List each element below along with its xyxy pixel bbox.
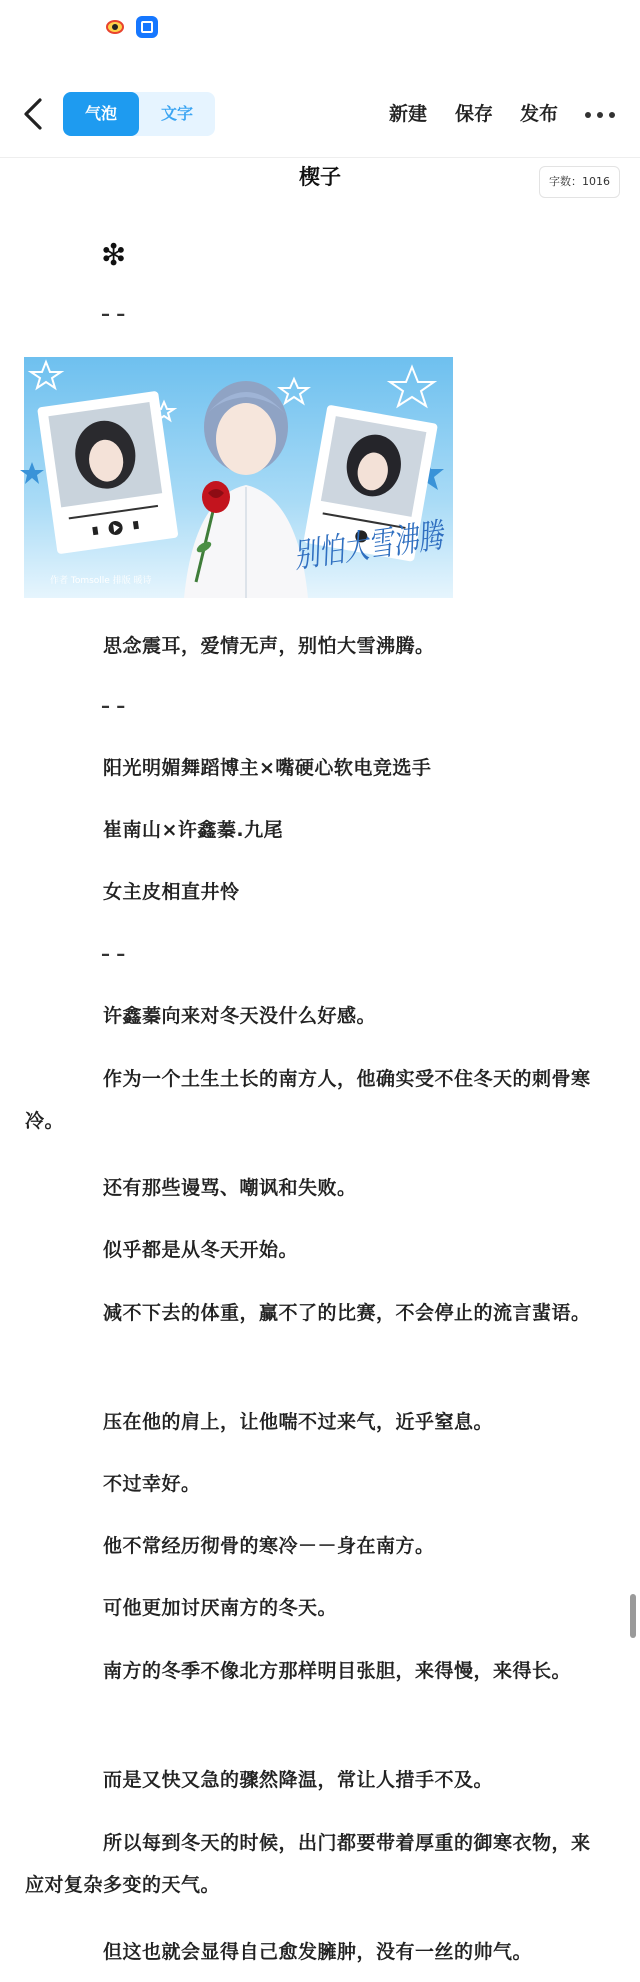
more-button[interactable] — [583, 92, 617, 136]
chevron-left-icon — [14, 92, 54, 136]
paragraph[interactable]: 许鑫蓁向来对冬天没什么好感。 — [103, 1005, 377, 1027]
more-horizontal-icon — [609, 112, 615, 118]
paragraph[interactable]: 不过幸好。 — [103, 1473, 201, 1495]
more-horizontal-icon — [597, 112, 603, 118]
paragraph[interactable]: 思念震耳，爱情无声，别怕大雪沸腾。 — [103, 635, 435, 657]
paragraph[interactable]: 似乎都是从冬天开始。 — [103, 1239, 299, 1261]
cover-credits: 作者 Tomsolle 排版 暖诗 — [50, 576, 152, 586]
separator-dash: – – — [101, 304, 126, 325]
paragraph[interactable]: 而是又快又急的骤然降温，常让人措手不及。 — [103, 1769, 494, 1791]
publish-button[interactable]: 发布 — [520, 103, 559, 125]
new-button[interactable]: 新建 — [389, 103, 428, 125]
paragraph[interactable]: 压在他的肩上，让他喘不过来气，近乎窒息。 — [103, 1411, 494, 1433]
paragraph[interactable]: 作为一个土生土长的南方人，他确实受不住冬天的刺骨寒冷。 — [25, 1068, 591, 1132]
paragraph[interactable]: 减不下去的体重，赢不了的比赛，不会停止的流言蜚语。 — [103, 1302, 591, 1324]
paragraph[interactable]: 阳光明媚舞蹈博主×嘴硬心软电竞选手 — [103, 757, 432, 779]
separator-dash: – – — [101, 696, 126, 717]
app-icon — [136, 16, 158, 38]
paragraph[interactable]: 崔南山×许鑫蓁.九尾 — [103, 819, 284, 841]
paragraph[interactable]: 可他更加讨厌南方的冬天。 — [103, 1597, 338, 1619]
status-bar — [0, 0, 640, 60]
scrollbar-thumb[interactable] — [630, 1594, 636, 1638]
paragraph[interactable]: 还有那些谩骂、嘲讽和失败。 — [103, 1177, 357, 1199]
paragraph[interactable]: 所以每到冬天的时候，出门都要带着厚重的御寒衣物，来应对复杂多变的天气。 — [25, 1832, 591, 1896]
editor-toolbar — [0, 86, 640, 142]
mode-switch — [63, 92, 215, 136]
cover-image[interactable] — [24, 357, 499, 598]
separator-dash: – – — [101, 944, 126, 965]
tab-text[interactable]: 文字 — [160, 104, 193, 123]
cover-illustration — [24, 357, 499, 598]
weibo-icon — [104, 16, 126, 38]
tab-bubble[interactable]: 气泡 — [63, 92, 139, 136]
paragraph[interactable]: 他不常经历彻骨的寒冷－－身在南方。 — [103, 1535, 435, 1557]
cover-title-text: 别怕大雪沸腾 — [291, 508, 499, 577]
save-button[interactable]: 保存 — [455, 103, 494, 125]
paragraph[interactable]: 但这也就会显得自己愈发臃肿，没有一丝的帅气。 — [103, 1941, 533, 1963]
back-button[interactable] — [14, 92, 54, 136]
word-count-badge: 字数：1016 — [539, 166, 620, 198]
toolbar-divider — [0, 157, 640, 158]
paragraph[interactable]: 女主皮相直井怜 — [103, 881, 240, 903]
more-horizontal-icon — [585, 112, 591, 118]
document-title[interactable]: 楔子 — [299, 165, 341, 189]
decorative-symbol: ❇ — [101, 238, 127, 273]
paragraph[interactable]: 南方的冬季不像北方那样明目张胆，来得慢，来得长。 — [103, 1660, 572, 1682]
